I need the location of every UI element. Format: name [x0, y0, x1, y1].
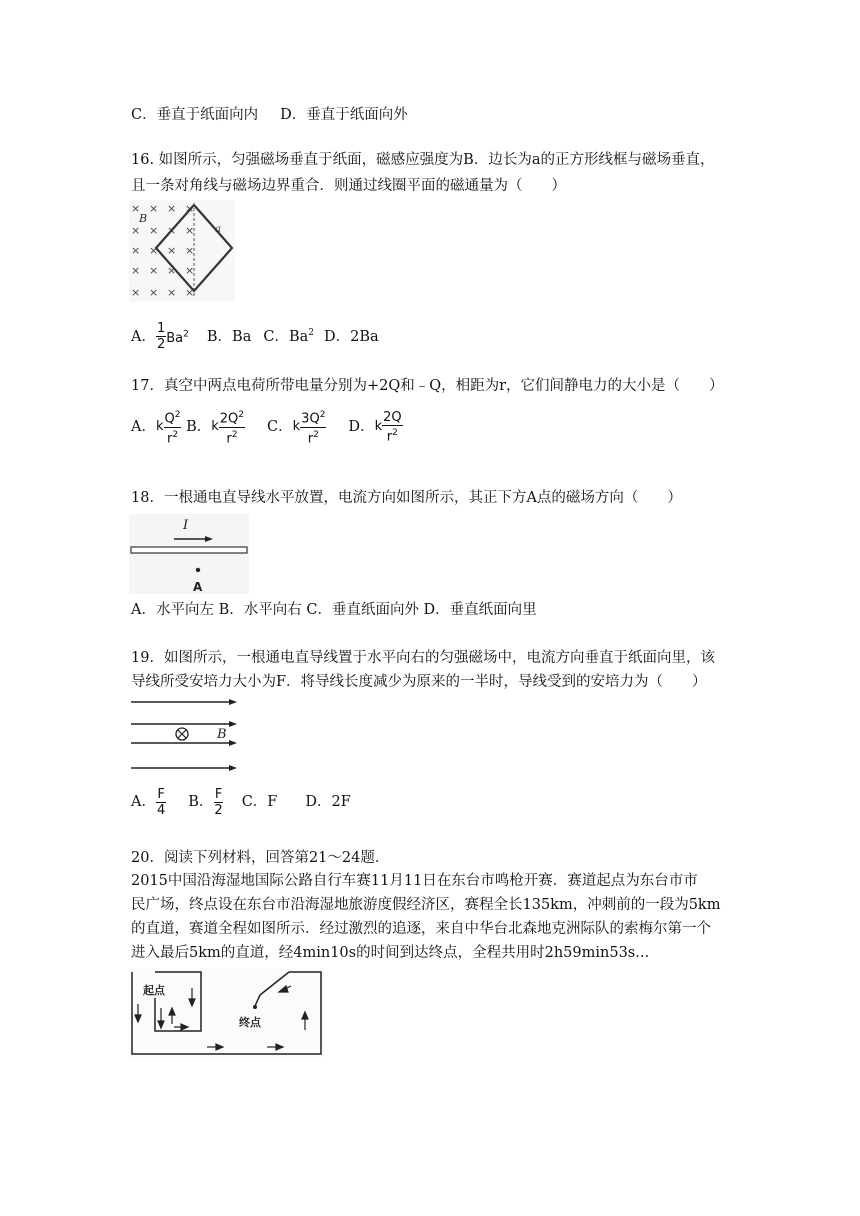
- q16-cross: ×: [131, 244, 141, 257]
- q16-cross: ×: [131, 264, 141, 277]
- q16-cross: ×: [185, 202, 195, 215]
- q20-stem-line2: 2015中国沿海湿地国际公路自行车赛11月11日在东台市鸣枪开赛．赛道起点为东台市市: [131, 873, 698, 889]
- q16-cross: ×: [149, 264, 159, 277]
- q16-option-d: D．2Ba: [324, 328, 379, 345]
- q16-cross: ×: [131, 224, 141, 237]
- q19-figure: [129, 696, 241, 776]
- q19-option-a-fraction: $\frac{F}{4}$: [156, 786, 166, 818]
- q19-arrowhead: [229, 740, 237, 746]
- q20-stem-line4: 的直道，赛道全程如图所示．经过激烈的追逐，来自中华台北森地克洲际队的索梅尔第一个: [131, 921, 711, 937]
- q16-label-b: B: [139, 212, 148, 225]
- q16-figure: [129, 200, 235, 302]
- q19-option-b-fraction: $\frac{F}{2}$: [214, 786, 223, 818]
- q18-options: A．水平向左 B．水平向右 C．垂直纸面向外 D．垂直纸面向里: [131, 602, 537, 618]
- q18-stem: 18．一根通电直导线水平放置，电流方向如图所示，其正下方A点的磁场方向（ ）: [131, 490, 682, 506]
- q17-stem: 17．真空中两点电荷所带电量分别为+2Q和﹣Q，相距为r，它们间静电力的大小是（ ）: [131, 378, 724, 394]
- q16-option-c: C．Ba$^2$: [263, 328, 314, 345]
- q16-stem-line1: 16. 如图所示，匀强磁场垂直于纸面，磁感应强度为B．边长为a的正方形线框与磁场垂直，: [131, 152, 715, 168]
- q16-cross: ×: [167, 202, 177, 215]
- q17-option-a-fraction: $\frac{Q^2}{r^2}$: [164, 410, 181, 446]
- q17-option-d-fraction: $\frac{2Q}{r^2}$: [383, 409, 402, 445]
- q20-stem-line5: 进入最后5km的直道，经4min10s的时间到达终点，全程共用时2h59min53s...: [131, 945, 650, 961]
- q16-cross: ×: [185, 224, 195, 237]
- q19-option-c: C．F: [241, 794, 278, 810]
- q20-finish-point: [253, 1005, 257, 1009]
- q20-route-map: [129, 968, 325, 1058]
- q16-cross: ×: [131, 286, 141, 299]
- q17-option-b-fraction: $\frac{2Q^2}{r^2}$: [219, 410, 245, 446]
- q19-arrowhead: [229, 699, 237, 705]
- q16-option-a-fraction: $\frac{1}{2}$: [156, 321, 166, 353]
- q16-options: A． $\frac{1}{2}$ Ba$^2$ B．Ba C．Ba$^2$ D．2Ba: [131, 321, 379, 353]
- q15-option-d: D．垂直于纸面向外: [280, 107, 408, 123]
- q16-cross: ×: [149, 244, 159, 257]
- q18-wire: [131, 547, 247, 553]
- q19-options: A． $\frac{F}{4}$ B． $\frac{F}{2}$ C．F D．2F: [131, 786, 351, 818]
- q17-options: A．k $\frac{Q^2}{r^2}$ B．k $\frac{2Q^2}{r^2}$ C．k $\frac{3Q^2}{r^2}$ D．k $\frac{2Q}{r^2}$: [131, 409, 402, 446]
- q16-cross: ×: [185, 244, 195, 257]
- q18-label-a: A: [193, 580, 203, 594]
- q19-label-b: B: [217, 727, 227, 742]
- q16-cross: ×: [131, 202, 141, 215]
- q19-option-d: D．2F: [305, 794, 351, 810]
- q16-cross: ×: [149, 202, 159, 215]
- q17-option-c-fraction: $\frac{3Q^2}{r^2}$: [301, 410, 326, 446]
- q20-label-start: 起点: [143, 984, 165, 997]
- q20-label-finish: 终点: [239, 1016, 261, 1029]
- q18-label-i: I: [183, 518, 189, 533]
- q16-cross: ×: [167, 244, 177, 257]
- q16-cross: ×: [167, 224, 177, 237]
- q19-arrowhead: [229, 721, 237, 727]
- q19-stem-line1: 19．如图所示，一根通电直导线置于水平向右的匀强磁场中，电流方向垂直于纸面向里，该: [131, 650, 715, 666]
- q15-option-c: C．垂直于纸面向内: [131, 107, 259, 123]
- q16-cross: ×: [167, 264, 177, 277]
- q20-stem-line1: 20．阅读下列材料，回答第21～24题．: [131, 850, 390, 866]
- q16-option-b: B．Ba: [206, 328, 252, 345]
- q16-cross: ×: [185, 264, 195, 277]
- q16-cross: ×: [149, 224, 159, 237]
- q19-arrowhead: [229, 765, 237, 771]
- q16-stem-line2: 且一条对角线与磁场边界重合．则通过线圈平面的磁通量为（ ）: [131, 178, 566, 194]
- q20-stem-line3: 民广场，终点设在东台市沿海湿地旅游度假经济区，赛程全长135km，冲刺前的一段为5km: [131, 897, 721, 913]
- q16-cross: ×: [149, 286, 159, 299]
- q16-label-a: a: [215, 224, 221, 235]
- q16-cross: ×: [167, 286, 177, 299]
- q18-point-a: [196, 568, 200, 572]
- q16-option-a-tail: Ba$^2$: [166, 329, 189, 346]
- q15-options: [131, 105, 408, 125]
- q18-figure: [129, 514, 249, 594]
- q16-cross: ×: [185, 286, 195, 299]
- q19-stem-line2: 导线所受安培力大小为F．将导线长度减少为原来的一半时，导线受到的安培力为（ ）: [131, 674, 707, 690]
